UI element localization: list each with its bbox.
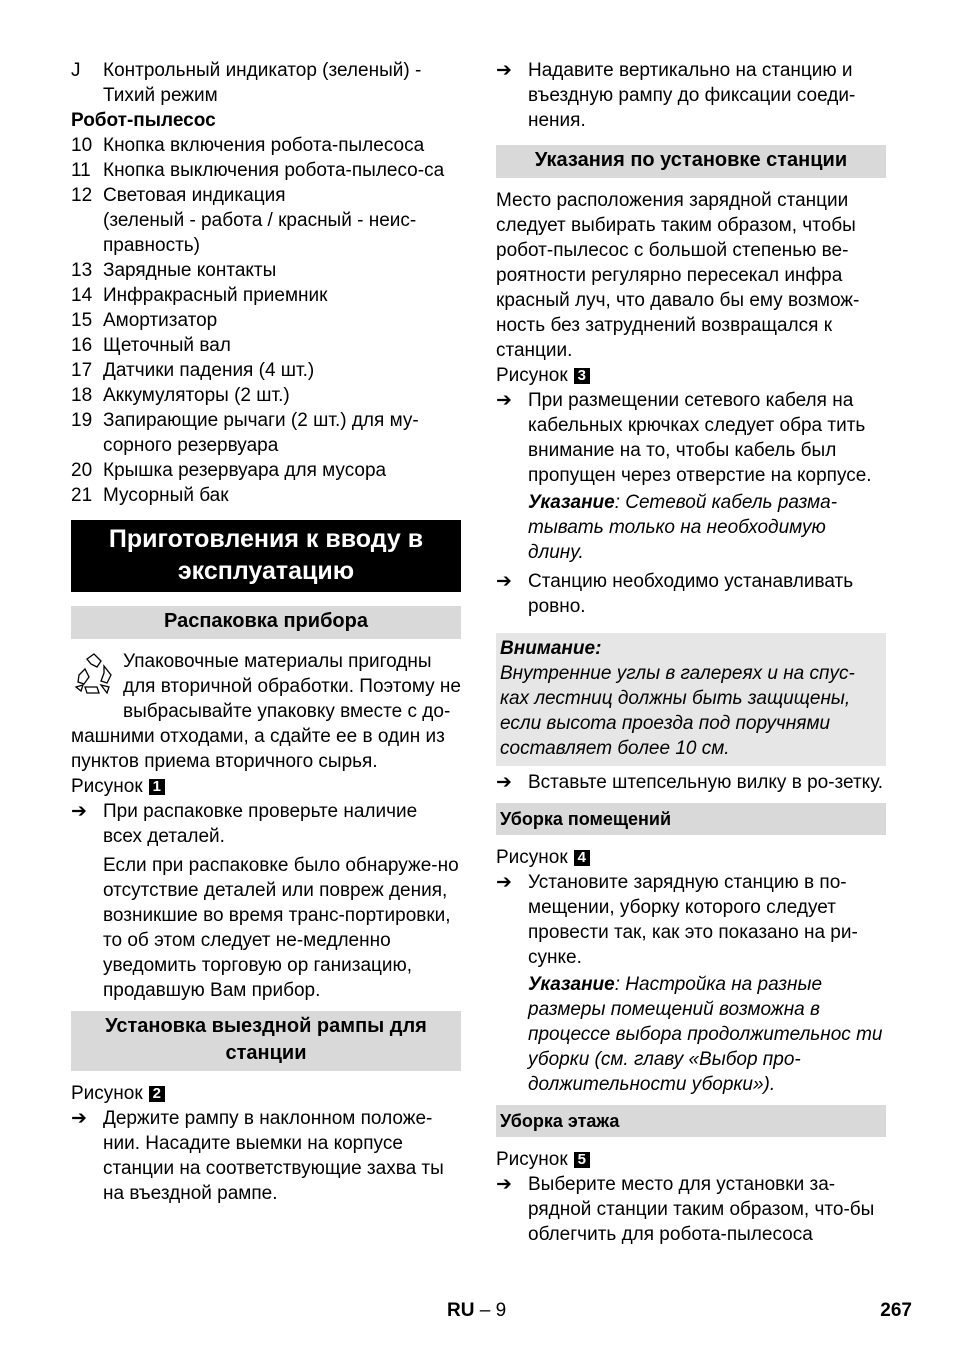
step-item [496, 58, 886, 133]
legend-text: Световая индикация [103, 185, 286, 206]
left-column [71, 58, 461, 1206]
robot-heading: Робот-пылесос [71, 110, 216, 131]
figure-number: 1 [149, 779, 165, 795]
figure-number: 2 [149, 1086, 165, 1102]
arrow-right-icon: ➔ [496, 1174, 512, 1195]
step-item [496, 569, 886, 619]
arrow-right-icon: ➔ [496, 390, 512, 411]
legend-num: J [71, 60, 81, 81]
page-number: 267 [880, 1300, 912, 1321]
step-item [496, 388, 886, 488]
legend-num: 17 [71, 360, 93, 381]
step-item [71, 799, 461, 849]
step-text: Станцию необходимо устанавливать ровно. [528, 571, 854, 617]
arrow-right-icon: ➔ [71, 1108, 87, 1129]
legend-num: 14 [71, 285, 93, 306]
step-text: При размещении сетевого кабеля на кабельных крючках следует обра тить внимание на то, чтобы кабель был пропущен через отверстие на корпусе. [528, 390, 872, 486]
legend-text: Инфракрасный приемник [103, 285, 328, 306]
section-title: Приготовления к вводу в эксплуатацию [71, 520, 461, 592]
rooms-note [496, 972, 886, 1097]
note-label: Указание [528, 492, 615, 513]
figure-ref-1 [71, 774, 461, 799]
figure-number: 3 [574, 368, 590, 384]
arrow-right-icon: ➔ [496, 772, 512, 793]
legend-text: Аккумуляторы (2 шт.) [103, 385, 290, 406]
legend-item [71, 333, 461, 358]
legend-text: Контрольный индикатор (зеленый) - Тихий режим [103, 60, 422, 106]
legend-text: Кнопка выключения робота-пылесо-са [103, 160, 445, 181]
floor-title: Уборка этажа [496, 1105, 886, 1137]
ramp-title: Установка выездной рампы для станции [71, 1011, 461, 1071]
footer-section [447, 1298, 506, 1323]
figure-label: Рисунок [71, 1083, 143, 1104]
arrow-right-icon: ➔ [71, 801, 87, 822]
legend-subtext: (зеленый - работа / красный - неис-правность) [103, 210, 417, 256]
page-footer [0, 1298, 954, 1328]
legend-num: 11 [71, 160, 91, 181]
step-text: Надавите вертикально на станцию и въездную рампу до фиксации соеди-нения. [528, 60, 856, 131]
legend-item [71, 308, 461, 333]
legend-text: Щеточный вал [103, 335, 231, 356]
unpack-note: Если при распаковке было обнаруже-но отсутствие деталей или повреж дения, возникшие во время транс-портировки, то об этом следует не-медленно уведомить торговую ор ганизацию, продавшую Вам прибор. [103, 855, 459, 1001]
step-text: Вставьте штепсельную вилку в ро-зетку. [528, 772, 884, 793]
figure-number: 5 [574, 1152, 590, 1168]
figure-label: Рисунок [496, 365, 568, 386]
legend-item [71, 283, 461, 308]
footer-lang: RU [447, 1300, 475, 1321]
recycle-text: Упаковочные материалы пригодны для вторичной обработки. Поэтому не выбрасывайте упаковку вместе с до-машними отходами, а сдайте ее в один из пунктов приема вторичного сырья. [71, 651, 461, 772]
recycle-icon [71, 651, 119, 701]
warning-text: Внутренние углы в галереях и на спус-ках лестниц должны быть защищены, если высота проезда под поручнями составляет более 10 см. [500, 663, 855, 759]
step-item [496, 770, 886, 795]
figure-ref-4 [496, 845, 886, 870]
recycle-block [71, 649, 461, 774]
step-text: Установите зарядную станцию в по-мещении, уборку которого следует провести так, как это показано на ри-сунке. [528, 872, 858, 968]
figure-label: Рисунок [71, 776, 143, 797]
legend-item [71, 383, 461, 408]
legend-num: 20 [71, 460, 93, 481]
warning-label: Внимание: [500, 638, 602, 659]
legend-num: 19 [71, 410, 93, 431]
legend-num: 16 [71, 335, 93, 356]
step-item [496, 1172, 886, 1247]
arrow-right-icon: ➔ [496, 571, 512, 592]
legend-item [71, 408, 461, 458]
figure-number: 4 [574, 850, 590, 866]
figure-ref-2 [71, 1081, 461, 1106]
legend-item-j [71, 58, 461, 108]
right-column [496, 58, 886, 1247]
legend-num: 18 [71, 385, 93, 406]
note-label: Указание [528, 974, 615, 995]
arrow-right-icon: ➔ [496, 60, 512, 81]
legend-text: Крышка резервуара для мусора [103, 460, 387, 481]
station-title: Указания по установке станции [496, 145, 886, 178]
note-text: : Сетевой кабель разма-тывать только на необходимую длину. [528, 492, 838, 563]
note-text: : Настройка на разные размеры помещений возможна в процессе выбора продолжительнос ти уборки (см. главу «Выбор про-должительности уборки»). [528, 974, 883, 1095]
legend-item [71, 358, 461, 383]
legend-num: 12 [71, 185, 93, 206]
rooms-title: Уборка помещений [496, 803, 886, 835]
step-text: Выберите место для установки за-рядной станции таким образом, что-бы облегчить для робота-пылесоса [528, 1174, 875, 1245]
footer-section-page: 9 [495, 1300, 507, 1321]
legend-item [71, 133, 461, 158]
legend-num: 21 [71, 485, 93, 506]
legend-item [71, 158, 461, 183]
footer-separator: – [479, 1300, 491, 1321]
legend-text: Мусорный бак [103, 485, 229, 506]
step-text: При распаковке проверьте наличие всех деталей. [103, 801, 418, 847]
legend-num: 15 [71, 310, 93, 331]
arrow-right-icon: ➔ [496, 872, 512, 893]
step-item [496, 870, 886, 970]
figure-ref-5 [496, 1147, 886, 1172]
legend-text: Амортизатор [103, 310, 218, 331]
cable-note [496, 490, 886, 565]
step-item [71, 1106, 461, 1206]
legend-text: Зарядные контакты [103, 260, 277, 281]
step-text: Держите рампу в наклонном положе-нии. Насадите выемки на корпусе станции на соответствующие захва ты на въездной рампе. [103, 1108, 444, 1204]
legend-text: Запирающие рычаги (2 шт.) для му-сорного резервуара [103, 410, 419, 456]
legend-num: 10 [71, 135, 93, 156]
legend-item [71, 183, 461, 208]
legend-text: Датчики падения (4 шт.) [103, 360, 315, 381]
figure-ref-3 [496, 363, 886, 388]
figure-label: Рисунок [496, 1149, 568, 1170]
legend-item [71, 458, 461, 483]
warning-box [496, 633, 886, 766]
legend-num: 13 [71, 260, 93, 281]
figure-label: Рисунок [496, 847, 568, 868]
unpack-title: Распаковка прибора [71, 606, 461, 639]
legend-item [71, 483, 461, 508]
legend-item [71, 258, 461, 283]
station-text: Место расположения зарядной станции следует выбирать таким образом, чтобы робот-пылесос с большой степенью ве-роятности регулярно пересекал инфра красный луч, что давало бы ему возмож-ность без затруднений возвращался к станции. [496, 190, 860, 361]
legend-text: Кнопка включения робота-пылесоса [103, 135, 425, 156]
